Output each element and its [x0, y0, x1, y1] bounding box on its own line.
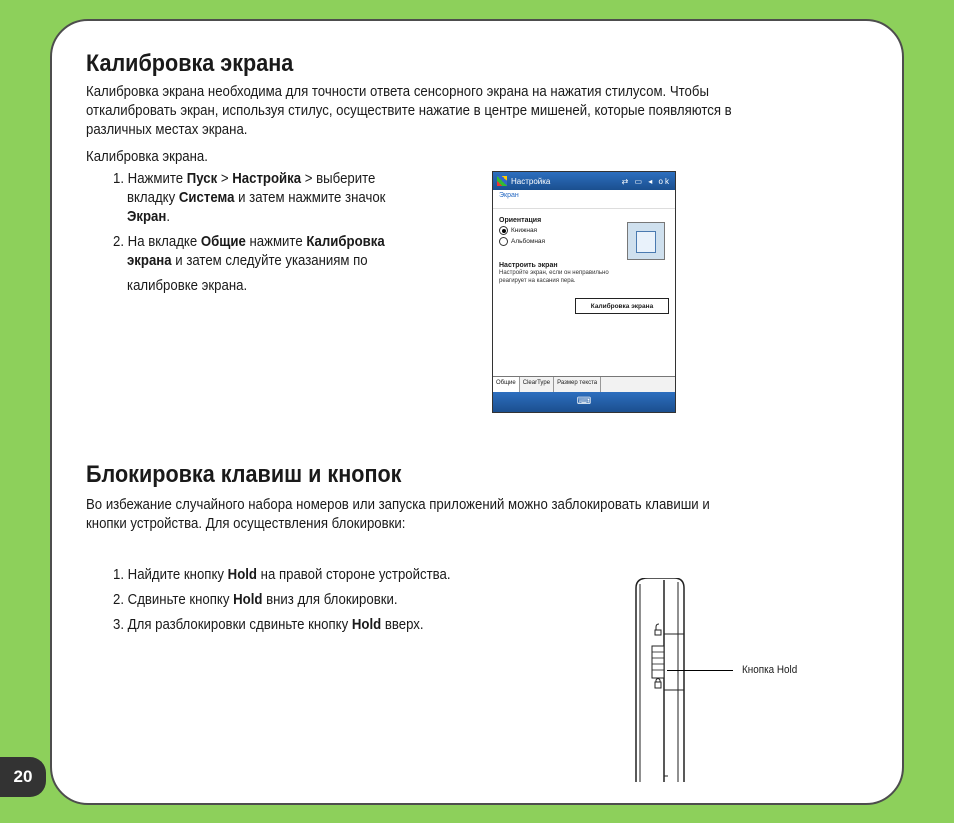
tab-general[interactable]: Общие [493, 377, 520, 393]
calibration-step-1-line-2: вкладку Система и затем нажмите значок [127, 189, 386, 206]
device-side-illustration [634, 578, 686, 782]
lock-step-2: 2. Сдвиньте кнопку Hold вниз для блокировки. [113, 591, 398, 608]
settings-screenshot [492, 171, 676, 413]
windows-start-icon [497, 176, 507, 186]
lock-step-3: 3. Для разблокировки сдвиньте кнопку Hold вверх. [113, 616, 424, 633]
lock-step-1: 1. Найдите кнопку Hold на правой стороне устройства. [113, 566, 451, 583]
keyboard-icon[interactable]: ⌨ [493, 392, 675, 412]
radio-selected-icon [499, 226, 508, 235]
lock-icon [655, 679, 661, 689]
calibrate-text-2: реагирует на касания пера. [499, 278, 576, 284]
calibration-paragraph-line-2: откалибровать экран, используя стилус, осуществите нажатие в центре мишеней, которые появляются в [86, 102, 732, 119]
screenshot-title: Настройка [511, 176, 551, 186]
calibrate-screen-button[interactable]: Калибровка экрана [575, 298, 669, 314]
calibration-step-1-line-3: Экран. [127, 208, 171, 225]
lock-paragraph-line-1: Во избежание случайного набора номеров или запуска приложений можно заблокировать клавиши и [86, 496, 710, 513]
calibration-step-2-line-2: экрана и затем следуйте указаниям по [127, 252, 368, 269]
calibration-paragraph-line-1: Калибровка экрана необходима для точности ответа сенсорного экрана на нажатия стилусом. Чтобы [86, 83, 709, 100]
hold-slider[interactable] [652, 646, 664, 678]
radio-landscape-label: Альбомная [511, 238, 546, 245]
unlock-icon [655, 624, 661, 635]
radio-unselected-icon [499, 237, 508, 246]
hold-callout-label: Кнопка Hold [742, 664, 798, 676]
orientation-label: Ориентация [499, 217, 542, 224]
calibration-step-1-line-1: 1. Нажмите Пуск > Настройка > выберите [113, 170, 376, 187]
status-icons: ⇄ ▭ ◂ ok [621, 176, 671, 186]
screenshot-subtitle: Экран [493, 190, 675, 209]
lock-paragraph-line-2: кнопки устройства. Для осуществления блокировки: [86, 515, 406, 532]
calibration-paragraph-line-3: различных местах экрана. [86, 121, 248, 138]
calibration-step-2-line-3: калибровке экрана. [127, 277, 248, 294]
page-number: 20 [0, 757, 46, 797]
section-title-calibration: Калибровка экрана [86, 50, 294, 77]
radio-portrait-label: Книжная [511, 227, 538, 234]
tab-text-size[interactable]: Размер текста [554, 377, 601, 393]
tab-cleartype[interactable]: ClearType [520, 377, 554, 393]
calibrate-text-1: Настройте экран, если он неправильно [499, 270, 609, 276]
screen-stylus-icon [627, 222, 665, 260]
section-title-lock: Блокировка клавиш и кнопок [86, 461, 402, 488]
screenshot-titlebar [493, 172, 675, 190]
calibrate-label: Настроить экран [499, 262, 558, 269]
screenshot-tabs [493, 376, 675, 393]
calibration-step-2-line-1: 2. На вкладке Общие нажмите Калибровка [113, 233, 385, 250]
hold-callout-line [667, 670, 733, 671]
calibration-intro: Калибровка экрана. [86, 148, 208, 165]
